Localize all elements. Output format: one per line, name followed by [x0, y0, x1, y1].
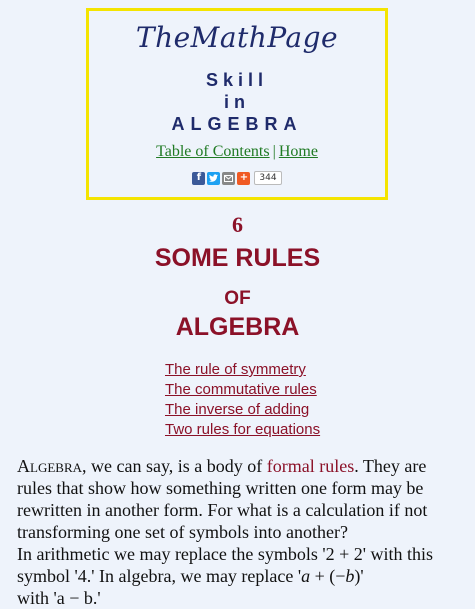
plus-icon[interactable]: + [237, 172, 250, 185]
book-title [89, 69, 385, 135]
topic-link-symmetry[interactable]: The rule of symmetry [165, 361, 306, 378]
topic-link-commutative[interactable]: The commutative rules [165, 381, 317, 398]
chapter-title-line-1: SOME RULES [154, 244, 321, 272]
math-plus-neg: + (− [310, 566, 346, 586]
chapter-title-line-3: ALGEBRA [175, 313, 300, 341]
table-of-contents-link[interactable]: Table of Contents [156, 143, 270, 160]
share-count: 344 [254, 171, 281, 185]
home-link[interactable]: Home [278, 143, 318, 160]
chapter-number: 6 [232, 212, 243, 237]
nav-separator: | [272, 143, 276, 160]
book-title-line-1: Skill [205, 70, 269, 90]
math-close: )' [354, 566, 364, 586]
lead-word: Algebra [17, 456, 82, 476]
chapter-title-line-2: OF [224, 288, 251, 309]
formal-rules-term: formal rules [266, 456, 355, 476]
topic-link-inverse-adding[interactable]: The inverse of adding [165, 401, 310, 418]
share-bar [89, 171, 385, 185]
paragraph-2-text: In arithmetic we may replace the symbols '2 + 2' with this symbol '4.' In algebra, we may replace ' [17, 544, 434, 586]
paragraph-1 [17, 455, 462, 543]
paragraph-1-text: , we can say, is a body of [82, 456, 267, 476]
paragraph-2-line-3: with 'a − b.' [17, 588, 101, 608]
math-b: b [345, 566, 355, 586]
paragraph-1-rest: . They are rules that show how something written one form may be rewritten in another form. For what is a calculation if not transforming one set of symbols into another? [17, 456, 428, 542]
topic-item [165, 380, 320, 400]
topic-item [165, 420, 320, 440]
math-a: a [301, 566, 311, 586]
topic-link-equations[interactable]: Two rules for equations [165, 421, 321, 438]
topic-item [165, 400, 320, 420]
facebook-icon[interactable]: f [192, 172, 205, 185]
site-header-box [86, 8, 388, 200]
topic-links [165, 360, 320, 440]
article-body [17, 455, 462, 609]
email-icon[interactable] [222, 172, 235, 185]
book-title-line-3: ALGEBRA [171, 114, 303, 134]
topic-item [165, 360, 320, 380]
book-title-line-2: in [224, 92, 250, 112]
twitter-icon[interactable] [207, 172, 220, 185]
paragraph-2 [17, 543, 462, 609]
header-nav [89, 143, 385, 161]
site-logo[interactable]: TheMathPage [135, 21, 339, 54]
